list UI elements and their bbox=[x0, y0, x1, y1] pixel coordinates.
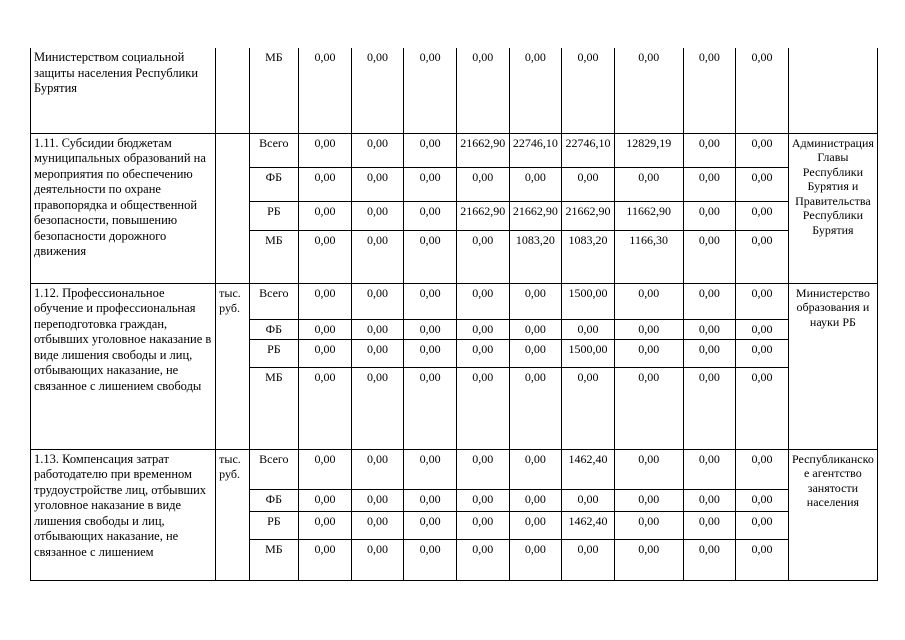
amount-cell: 1462,40 bbox=[562, 449, 615, 489]
amount-cell: 0,00 bbox=[683, 339, 736, 367]
funding-source-cell: Всего bbox=[249, 283, 299, 319]
executor-cell: Министерство образования и науки РБ bbox=[788, 283, 877, 449]
amount-cell: 0,00 bbox=[736, 367, 789, 449]
amount-cell: 0,00 bbox=[456, 367, 509, 449]
amount-cell: 0,00 bbox=[509, 539, 562, 580]
amount-cell: 0,00 bbox=[404, 283, 457, 319]
funding-source-cell: МБ bbox=[249, 48, 299, 133]
amount-cell: 0,00 bbox=[456, 449, 509, 489]
executor-cell: Республиканское агентство занятости населения bbox=[788, 449, 877, 580]
amount-cell: 0,00 bbox=[456, 339, 509, 367]
amount-cell: 22746,10 bbox=[562, 133, 615, 167]
amount-cell: 0,00 bbox=[683, 511, 736, 539]
amount-cell: 0,00 bbox=[736, 48, 789, 133]
amount-cell: 0,00 bbox=[456, 167, 509, 201]
amount-cell: 0,00 bbox=[351, 230, 404, 283]
table-row bbox=[31, 48, 878, 133]
amount-cell: 1500,00 bbox=[562, 339, 615, 367]
amount-cell: 0,00 bbox=[683, 319, 736, 339]
amount-cell: 0,00 bbox=[562, 48, 615, 133]
amount-cell: 22746,10 bbox=[509, 133, 562, 167]
amount-cell: 0,00 bbox=[736, 133, 789, 167]
amount-cell: 0,00 bbox=[456, 489, 509, 511]
amount-cell: 0,00 bbox=[509, 283, 562, 319]
amount-cell: 0,00 bbox=[404, 167, 457, 201]
amount-cell: 0,00 bbox=[509, 48, 562, 133]
amount-cell: 0,00 bbox=[614, 48, 683, 133]
amount-cell: 0,00 bbox=[351, 367, 404, 449]
funding-source-cell: ФБ bbox=[249, 489, 299, 511]
budget-table bbox=[30, 48, 878, 581]
amount-cell: 0,00 bbox=[614, 167, 683, 201]
amount-cell: 0,00 bbox=[351, 167, 404, 201]
amount-cell: 21662,90 bbox=[509, 201, 562, 230]
amount-cell: 0,00 bbox=[509, 339, 562, 367]
funding-source-cell: РБ bbox=[249, 511, 299, 539]
amount-cell: 0,00 bbox=[509, 319, 562, 339]
amount-cell: 0,00 bbox=[299, 539, 352, 580]
amount-cell: 0,00 bbox=[351, 489, 404, 511]
amount-cell: 0,00 bbox=[404, 449, 457, 489]
funding-source-cell: ФБ bbox=[249, 319, 299, 339]
amount-cell: 0,00 bbox=[736, 511, 789, 539]
amount-cell: 0,00 bbox=[736, 201, 789, 230]
funding-source-cell: МБ bbox=[249, 230, 299, 283]
amount-cell: 0,00 bbox=[351, 283, 404, 319]
amount-cell: 0,00 bbox=[299, 489, 352, 511]
amount-cell: 0,00 bbox=[614, 489, 683, 511]
amount-cell: 1083,20 bbox=[562, 230, 615, 283]
amount-cell: 0,00 bbox=[736, 230, 789, 283]
amount-cell: 12829,19 bbox=[614, 133, 683, 167]
amount-cell: 0,00 bbox=[404, 133, 457, 167]
table-row bbox=[31, 133, 878, 167]
amount-cell: 21662,90 bbox=[456, 201, 509, 230]
amount-cell: 0,00 bbox=[736, 339, 789, 367]
amount-cell: 0,00 bbox=[299, 319, 352, 339]
amount-cell: 0,00 bbox=[456, 511, 509, 539]
amount-cell: 0,00 bbox=[351, 201, 404, 230]
amount-cell: 0,00 bbox=[456, 48, 509, 133]
table-row bbox=[31, 449, 878, 489]
amount-cell: 0,00 bbox=[299, 511, 352, 539]
amount-cell: 0,00 bbox=[299, 133, 352, 167]
amount-cell: 0,00 bbox=[736, 539, 789, 580]
amount-cell: 0,00 bbox=[299, 48, 352, 133]
amount-cell: 1462,40 bbox=[562, 511, 615, 539]
amount-cell: 0,00 bbox=[683, 230, 736, 283]
measure-name-cell: 1.11. Субсидии бюджетам муниципальных образований на мероприятия по обеспечению деятельности по охране правопорядка и общественной безопасности, повышению безопасности дорожного движения bbox=[31, 133, 216, 283]
amount-cell: 0,00 bbox=[614, 539, 683, 580]
amount-cell: 0,00 bbox=[736, 319, 789, 339]
amount-cell: 1166,30 bbox=[614, 230, 683, 283]
amount-cell: 0,00 bbox=[404, 489, 457, 511]
amount-cell: 0,00 bbox=[614, 283, 683, 319]
funding-source-cell: ФБ bbox=[249, 167, 299, 201]
amount-cell: 0,00 bbox=[562, 489, 615, 511]
amount-cell: 0,00 bbox=[683, 489, 736, 511]
amount-cell: 0,00 bbox=[683, 449, 736, 489]
amount-cell: 0,00 bbox=[562, 539, 615, 580]
amount-cell: 0,00 bbox=[299, 339, 352, 367]
amount-cell: 0,00 bbox=[509, 511, 562, 539]
unit-cell: тыс. руб. bbox=[216, 449, 249, 580]
amount-cell: 0,00 bbox=[683, 133, 736, 167]
amount-cell: 0,00 bbox=[614, 319, 683, 339]
amount-cell: 0,00 bbox=[456, 319, 509, 339]
amount-cell: 21662,90 bbox=[562, 201, 615, 230]
amount-cell: 0,00 bbox=[351, 539, 404, 580]
amount-cell: 0,00 bbox=[683, 539, 736, 580]
amount-cell: 0,00 bbox=[614, 511, 683, 539]
amount-cell: 0,00 bbox=[299, 167, 352, 201]
amount-cell: 0,00 bbox=[351, 48, 404, 133]
amount-cell: 0,00 bbox=[614, 367, 683, 449]
amount-cell: 0,00 bbox=[299, 449, 352, 489]
amount-cell: 0,00 bbox=[351, 133, 404, 167]
amount-cell: 0,00 bbox=[683, 367, 736, 449]
amount-cell: 0,00 bbox=[351, 319, 404, 339]
funding-source-cell: Всего bbox=[249, 133, 299, 167]
table-row bbox=[31, 283, 878, 319]
amount-cell: 0,00 bbox=[509, 367, 562, 449]
funding-source-cell: МБ bbox=[249, 539, 299, 580]
amount-cell: 0,00 bbox=[614, 449, 683, 489]
amount-cell: 1083,20 bbox=[509, 230, 562, 283]
measure-name-cell: Министерством социальной защиты населения Республики Бурятия bbox=[31, 48, 216, 133]
amount-cell: 0,00 bbox=[683, 283, 736, 319]
amount-cell: 0,00 bbox=[683, 201, 736, 230]
amount-cell: 0,00 bbox=[351, 449, 404, 489]
amount-cell: 0,00 bbox=[404, 367, 457, 449]
measure-name-cell: 1.13. Компенсация затрат работодателю при временном трудоустройстве лиц, отбывших уголовное наказание в виде лишения свободы и лиц, отбывающих наказание, не связанное с лишением bbox=[31, 449, 216, 580]
executor-cell: Администрация Главы Республики Бурятия и Правительства Республики Бурятия bbox=[788, 133, 877, 283]
amount-cell: 0,00 bbox=[299, 367, 352, 449]
amount-cell: 0,00 bbox=[456, 230, 509, 283]
amount-cell: 0,00 bbox=[299, 201, 352, 230]
amount-cell: 11662,90 bbox=[614, 201, 683, 230]
amount-cell: 0,00 bbox=[404, 511, 457, 539]
amount-cell: 0,00 bbox=[614, 339, 683, 367]
unit-cell bbox=[216, 133, 249, 283]
amount-cell: 0,00 bbox=[562, 319, 615, 339]
amount-cell: 0,00 bbox=[736, 449, 789, 489]
amount-cell: 0,00 bbox=[404, 339, 457, 367]
amount-cell: 0,00 bbox=[736, 283, 789, 319]
unit-cell: тыс. руб. bbox=[216, 283, 249, 449]
amount-cell: 0,00 bbox=[562, 367, 615, 449]
amount-cell: 0,00 bbox=[351, 511, 404, 539]
funding-source-cell: МБ bbox=[249, 367, 299, 449]
amount-cell: 0,00 bbox=[683, 167, 736, 201]
amount-cell: 0,00 bbox=[351, 339, 404, 367]
amount-cell: 0,00 bbox=[509, 167, 562, 201]
unit-cell bbox=[216, 48, 249, 133]
measure-name-cell: 1.12. Профессиональное обучение и профессиональная переподготовка граждан, отбывших уголовное наказание в виде лишения свободы и лиц, отбывающих наказание, не связанное с лишением свободы bbox=[31, 283, 216, 449]
amount-cell: 0,00 bbox=[456, 283, 509, 319]
amount-cell: 0,00 bbox=[456, 539, 509, 580]
table-body bbox=[31, 48, 878, 580]
amount-cell: 0,00 bbox=[736, 489, 789, 511]
amount-cell: 1500,00 bbox=[562, 283, 615, 319]
amount-cell: 0,00 bbox=[299, 230, 352, 283]
executor-cell bbox=[788, 48, 877, 133]
amount-cell: 0,00 bbox=[509, 489, 562, 511]
amount-cell: 0,00 bbox=[404, 319, 457, 339]
amount-cell: 0,00 bbox=[404, 539, 457, 580]
funding-source-cell: РБ bbox=[249, 201, 299, 230]
amount-cell: 0,00 bbox=[404, 201, 457, 230]
amount-cell: 0,00 bbox=[562, 167, 615, 201]
funding-source-cell: РБ bbox=[249, 339, 299, 367]
amount-cell: 0,00 bbox=[404, 48, 457, 133]
amount-cell: 0,00 bbox=[404, 230, 457, 283]
amount-cell: 0,00 bbox=[683, 48, 736, 133]
amount-cell: 0,00 bbox=[509, 449, 562, 489]
funding-source-cell: Всего bbox=[249, 449, 299, 489]
amount-cell: 0,00 bbox=[736, 167, 789, 201]
amount-cell: 21662,90 bbox=[456, 133, 509, 167]
amount-cell: 0,00 bbox=[299, 283, 352, 319]
